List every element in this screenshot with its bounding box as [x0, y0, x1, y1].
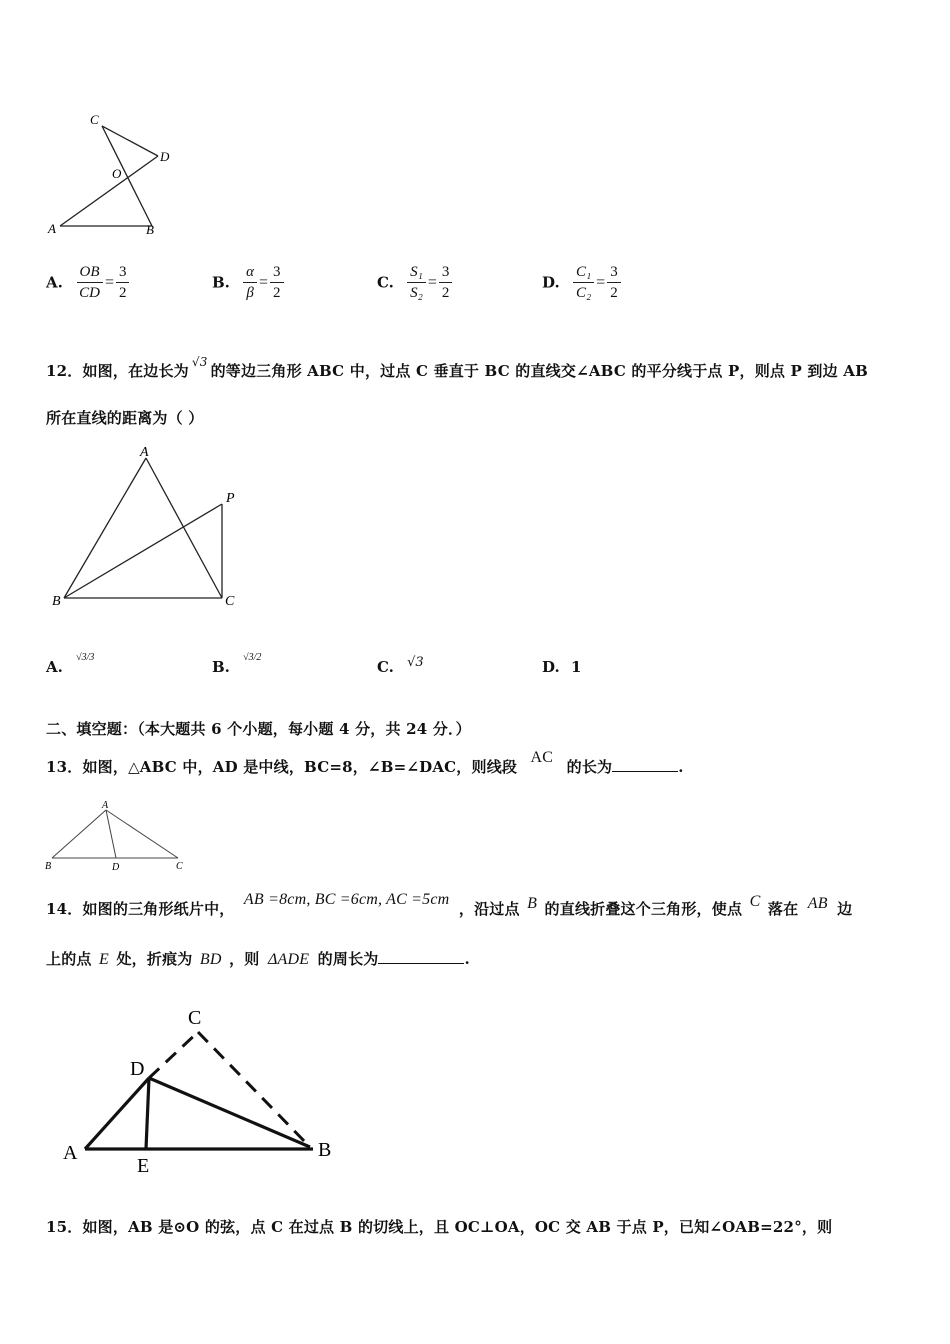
q13-figure [42, 798, 192, 876]
segment-ca [102, 126, 152, 226]
svg-text:D: D [130, 1058, 145, 1080]
q14-stem-line2: 上的点 E 处，折痕为 BD ，则 ΔADE 的周长为 . [46, 950, 470, 968]
q12-option-d[interactable]: D. 1 [542, 658, 582, 676]
label-a: A [48, 221, 56, 236]
svg-text:D: D [112, 862, 120, 873]
svg-text:B: B [52, 594, 61, 609]
label-b: B [146, 222, 154, 237]
section-heading: 二、填空题：（本大题共 6 个小题，每小题 4 分，共 24 分．） [46, 720, 471, 738]
q15-stem: 15．如图，AB 是⊙O 的弦，点 C 在过点 B 的切线上，且 OC⊥OA，OC 交 AB 于点 P，已知∠OAB=22°，则 [46, 1218, 833, 1236]
svg-text:C: C [225, 594, 235, 609]
q12-option-c[interactable]: C. √3 [377, 655, 424, 676]
svg-text:B: B [318, 1139, 332, 1161]
q13-stem: 13．如图，△ABC 中，AD 是中线，BC=8，∠B=∠DAC，则线段 AC 的长为 . [46, 749, 684, 776]
label-d: D [160, 149, 170, 164]
q14-figure [55, 1000, 355, 1180]
q11-option-d[interactable]: D. $\frac{\text{C₁}}{\text{C₂}}$ = $\frac{3}{2}$ [542, 262, 621, 303]
q11-option-c[interactable]: C. $\frac{\text{S₁}}{\text{S₂}}$ = $\frac{3}{2}$ [377, 262, 452, 303]
q11-option-b[interactable]: B. $\frac{\alpha}{\beta}$ = $\frac{3}{2}$ [212, 262, 284, 303]
q12-option-a[interactable]: A. $^{√3/3}$ [46, 652, 95, 676]
svg-text:A: A [102, 800, 109, 811]
q12-stem-line2: 所在直线的距离为（ ） [46, 409, 204, 427]
svg-text:C: C [176, 861, 183, 872]
q12-option-b[interactable]: B. $^{√3/2}$ [212, 652, 262, 676]
svg-text:C: C [188, 1007, 202, 1029]
svg-text:A: A [140, 445, 149, 460]
q14-stem-line1: 14．如图的三角形纸片中， AB =8cm, BC =6cm, AC =5cm ，沿过点 B 的直线折叠这个三角形，使点 C 落在 AB 边 [46, 891, 853, 918]
label-o: O [112, 166, 122, 181]
svg-text:E: E [137, 1155, 150, 1177]
svg-text:A: A [63, 1142, 78, 1164]
segment-db [60, 156, 158, 226]
q14-answer-blank[interactable] [378, 963, 464, 964]
q13-answer-blank[interactable] [612, 771, 678, 772]
sqrt3-inline: √3 [191, 355, 208, 369]
q11-option-a[interactable]: A. $\frac{OB}{CD}$ = $\frac{3}{2}$ [46, 262, 129, 303]
q11-figure [40, 108, 190, 243]
q12-figure [46, 440, 256, 615]
label-c: C [90, 112, 99, 127]
svg-text:P: P [226, 491, 235, 506]
q12-stem-line1: 12．如图，在边长为 $^{√3}$ 的等边三角形 ABC 中，过点 C 垂直于 BC 的直线交∠ABC 的平分线于点 P，则点 P 到边 AB [46, 355, 868, 380]
segment-cd [102, 126, 158, 156]
svg-text:B: B [45, 861, 52, 872]
